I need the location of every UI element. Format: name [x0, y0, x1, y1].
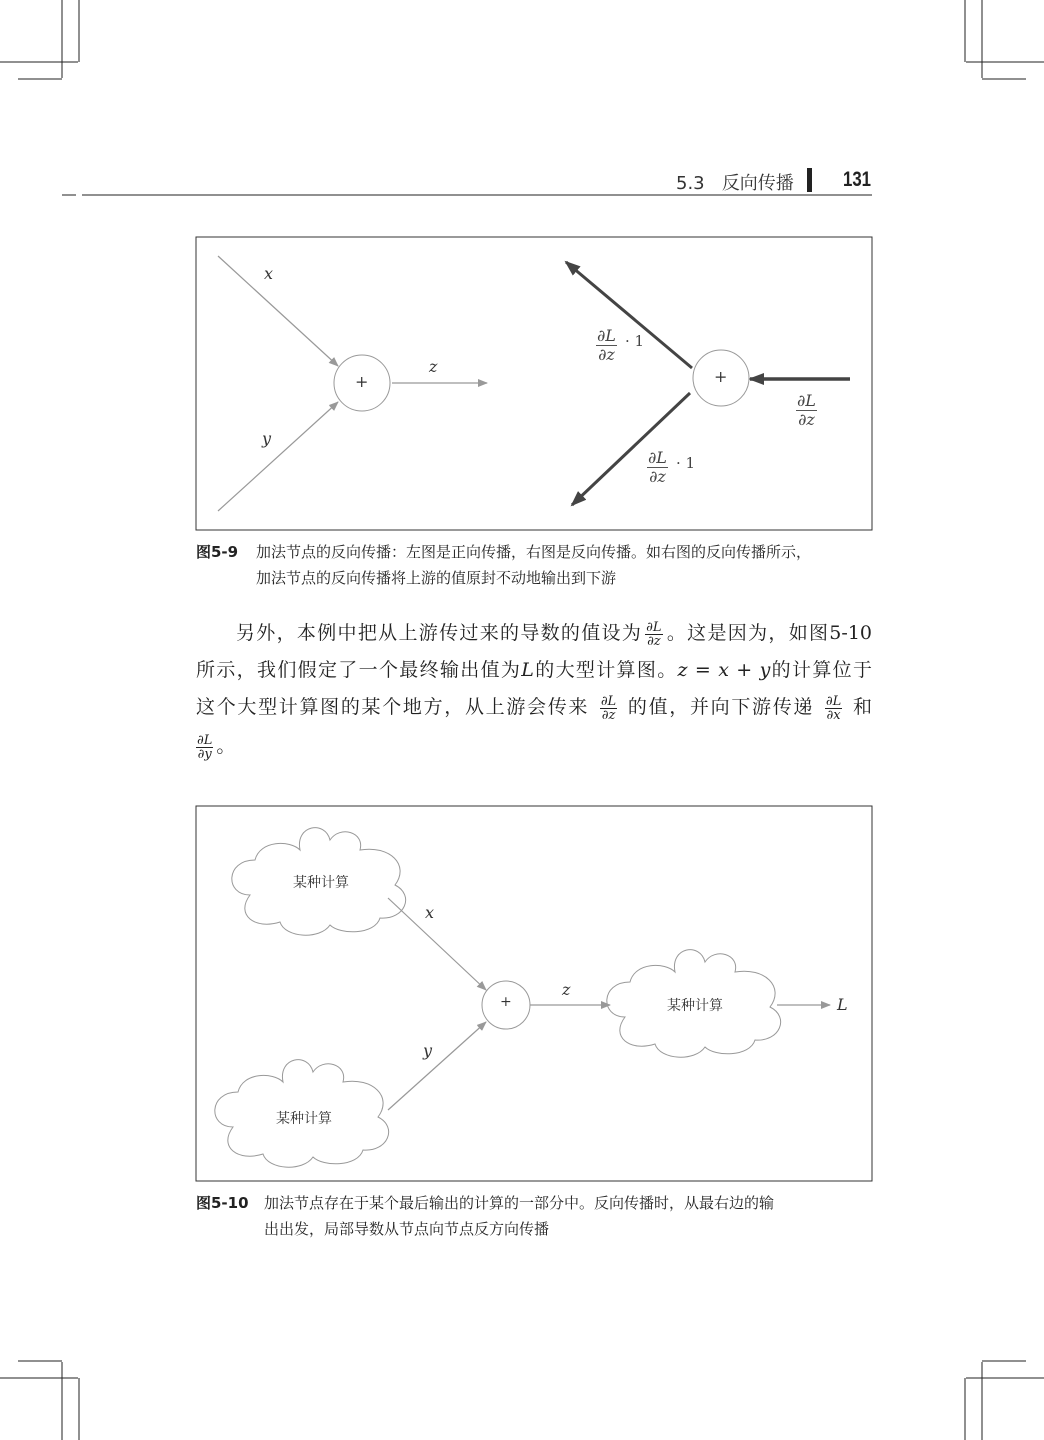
node-plus-right: + — [714, 367, 728, 386]
grad-upper: $\frac{\partial L}{\partial z}$ · 1 — [597, 326, 645, 364]
figure-5-9-number: 图5-9 — [196, 543, 239, 561]
label-z: z — [562, 980, 571, 999]
section-title: 反向传播 — [721, 173, 794, 194]
figure-5-10-caption-line1: 加法节点存在于某个最后输出的计算的一部分中。反向传播时，从最右边的输 — [264, 1194, 775, 1212]
label-y: y — [423, 1041, 433, 1060]
node-plus: + — [500, 994, 512, 1010]
figure-5-9-caption-line2: 加法节点的反向传播将上游的值原封不动地输出到下游 — [256, 569, 617, 587]
grad-lower: $\frac{\partial L}{\partial z}$ · 1 — [648, 448, 696, 486]
figure-5-10-caption-line2: 出出发，局部导数从节点向节点反方向传播 — [264, 1220, 550, 1238]
paragraph-line-4: $\frac{\partial L}{\partial y}$ 。 — [197, 732, 236, 762]
cloud-label-right: 某种计算 — [667, 998, 723, 1014]
cloud-label-bottom: 某种计算 — [276, 1111, 332, 1127]
section-number: 5.3 — [676, 173, 705, 194]
edge-x — [388, 898, 486, 990]
label-x: x — [425, 903, 435, 922]
paragraph-line-3: 这个大型计算图的某个地方，从上游会传来 $\frac{\partial L}{\partial z}$ 的值，并向下游传递 $\frac{\partial L}{\partial x}$ 和 — [196, 693, 872, 723]
cloud-label-top: 某种计算 — [293, 875, 349, 891]
page-number: 131 — [843, 168, 872, 191]
grad-upstream: $\frac{\partial L}{\partial z}$ — [797, 391, 816, 429]
paragraph-line-2: 所示，我们假定了一个最终输出值为L的大型计算图。z = x + y的计算位于 — [196, 659, 872, 681]
edge-y — [388, 1022, 486, 1110]
node-plus-left: + — [355, 372, 369, 391]
label-x: x — [264, 264, 274, 283]
figure-5-10-number: 图5-10 — [196, 1194, 249, 1212]
paragraph-line-1: 另外，本例中把从上游传过来的导数的值设为 $\frac{\partial L}{\partial z}$ 。这是因为，如图5-10 — [236, 619, 872, 649]
figure-5-9-caption-line1: 加法节点的反向传播：左图是正向传播，右图是反向传播。如右图的反向传播所示， — [256, 543, 812, 561]
label-L: L — [837, 995, 848, 1014]
label-z: z — [429, 357, 438, 376]
label-y: y — [262, 429, 272, 448]
